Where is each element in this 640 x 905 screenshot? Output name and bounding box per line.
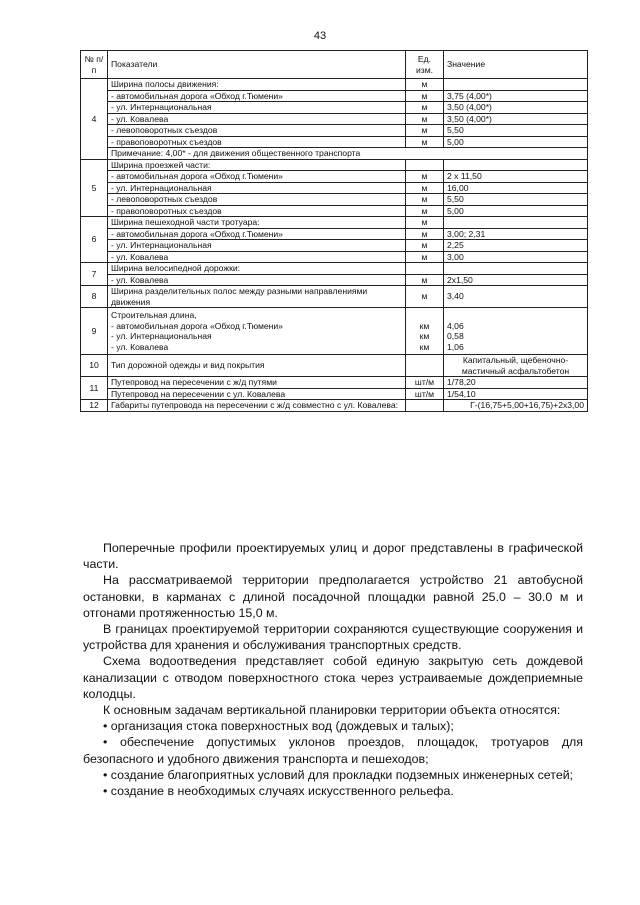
row-value: 2x1,50 xyxy=(444,274,588,286)
table-row xyxy=(81,400,588,412)
row-label: Ширина разделительных полос между разными направлениями движения xyxy=(108,286,406,308)
row-label: - ул. Ковалева xyxy=(108,113,406,125)
row-number: 11 xyxy=(81,377,108,400)
paragraph: Схема водоотведения представляет собой единую закрытую сеть дождевой канализации с отводом поверхностного стока через устраиваемые дождеприемные колодцы. xyxy=(83,654,583,701)
row-unit xyxy=(406,400,444,412)
row-value: 3,00; 2,31 xyxy=(444,228,588,240)
paragraph: В границах проектируемой территории сохраняются существующие сооружения и устройства для хранения и обслуживания транспортных средств. xyxy=(83,622,583,653)
row-label: - автомобильная дорога «Обход г.Тюмени» xyxy=(108,171,406,183)
table-row xyxy=(81,136,588,148)
row-unit: м xyxy=(406,113,444,125)
row-value: 4,06 0,58 1,06 xyxy=(444,308,588,355)
row-unit: м xyxy=(406,90,444,102)
table-row xyxy=(81,377,588,389)
header-unit: Ед. изм. xyxy=(406,51,444,79)
row-value xyxy=(444,217,588,229)
bullet-item: • обеспечение допустимых уклонов проездов, площадок, тротуаров для безопасного и удобного движения транспорта и пешеходов; xyxy=(83,735,583,766)
row-label: - ул. Ковалева xyxy=(108,251,406,263)
row-label: - правоповоротных съездов xyxy=(108,136,406,148)
row-value: 2,25 xyxy=(444,240,588,252)
row-unit: м xyxy=(406,205,444,217)
row-label: Путепровод на пересечении с ул. Ковалева xyxy=(108,388,406,400)
row-number: 6 xyxy=(81,217,108,263)
row-label: Ширина велосипедной дорожки: xyxy=(108,263,406,275)
row-value xyxy=(444,79,588,91)
row-unit: м xyxy=(406,286,444,308)
row-unit: шт/м xyxy=(406,377,444,389)
table-row xyxy=(81,205,588,217)
row-value xyxy=(444,159,588,171)
bullet-item: • создание в необходимых случаях искусственного рельефа. xyxy=(103,784,454,799)
page-number: 43 xyxy=(313,30,327,42)
row-unit: м xyxy=(406,194,444,206)
table-row xyxy=(81,274,588,286)
table-row xyxy=(81,159,588,171)
table-row xyxy=(81,286,588,308)
row-value: 3,50 (4,00*) xyxy=(444,113,588,125)
row-value: 3,75 (4,00*) xyxy=(444,90,588,102)
header-value: Значение xyxy=(444,51,588,79)
row-value: 3,40 xyxy=(444,286,588,308)
row-label: - ул. Интернациональная xyxy=(108,102,406,114)
row-label: - ул. Интернациональная xyxy=(108,240,406,252)
table-row xyxy=(81,102,588,114)
row-label: Габариты путепровода на пересечении с ж/д совместно с ул. Ковалева: xyxy=(108,400,406,412)
paragraph: Поперечные профили проектируемых улиц и дорог представлены в графической части. xyxy=(83,541,583,572)
row-label: - левоповоротных съездов xyxy=(108,125,406,137)
row-unit: м xyxy=(406,171,444,183)
paragraph: На рассматриваемой территории предполагается устройство 21 автобусной остановки, в карманах с длиной посадочной площадки равной 25.0 – 30.0 м и отгонами протяженностью 15,0 м. xyxy=(83,573,583,620)
row-unit xyxy=(406,355,444,377)
row-label: - ул. Ковалева xyxy=(108,274,406,286)
row-label: Ширина проезжей части: xyxy=(108,159,406,171)
row-label: - автомобильная дорога «Обход г.Тюмени» xyxy=(108,90,406,102)
table-row xyxy=(81,194,588,206)
table-row xyxy=(81,263,588,275)
row-value: 5,00 xyxy=(444,136,588,148)
bullet-item: • организация стока поверхностных вод (дождевых и талых); xyxy=(103,719,454,734)
row-value: 3,50 (4,00*) xyxy=(444,102,588,114)
row-unit: м xyxy=(406,251,444,263)
paragraph: К основным задачам вертикальной планировки территории объекта относятся: xyxy=(103,703,561,718)
table-row xyxy=(81,251,588,263)
table-row xyxy=(81,79,588,91)
row-value: 3,00 xyxy=(444,251,588,263)
row-unit: м xyxy=(406,274,444,286)
row-label: Ширина пешеходной части тротуара: xyxy=(108,217,406,229)
row-value: Капитальный, щебеночно-мастичный асфальтобетон xyxy=(444,355,588,377)
header-num: № п/п xyxy=(81,51,108,79)
table-row xyxy=(81,171,588,183)
row-number: 10 xyxy=(81,355,108,377)
row-value: 5,00 xyxy=(444,205,588,217)
table-row xyxy=(81,182,588,194)
row-value: 1/78,20 xyxy=(444,377,588,389)
row-value xyxy=(444,263,588,275)
table-row xyxy=(81,148,588,160)
row-value: 16,00 xyxy=(444,182,588,194)
row-label: - автомобильная дорога «Обход г.Тюмени» xyxy=(108,228,406,240)
table-row xyxy=(81,240,588,252)
row-number: 9 xyxy=(81,308,108,355)
row-unit: м xyxy=(406,240,444,252)
row-number: 12 xyxy=(81,400,108,412)
row-label: Ширина полосы движения: xyxy=(108,79,406,91)
row-number: 4 xyxy=(81,79,108,160)
row-number: 5 xyxy=(81,159,108,217)
row-label: Тип дорожной одежды и вид покрытия xyxy=(108,355,406,377)
table-row xyxy=(81,113,588,125)
row-label: - правоповоротных съездов xyxy=(108,205,406,217)
header-indicator: Показатели xyxy=(108,51,406,79)
row-note: Примечание: 4,00* - для движения общественного транспорта xyxy=(108,148,588,160)
row-number: 7 xyxy=(81,263,108,286)
row-unit: м xyxy=(406,125,444,137)
table-header-row xyxy=(81,51,588,79)
row-label: - ул. Интернациональная xyxy=(108,182,406,194)
body-text xyxy=(83,540,583,799)
row-number: 8 xyxy=(81,286,108,308)
table-row xyxy=(81,308,588,355)
table-row xyxy=(81,217,588,229)
bullet-item: • создание благоприятных условий для прокладки подземных инженерных сетей; xyxy=(103,767,574,782)
row-unit: м xyxy=(406,136,444,148)
row-unit xyxy=(406,263,444,275)
row-unit: м xyxy=(406,217,444,229)
row-unit: м xyxy=(406,102,444,114)
table-body xyxy=(81,79,588,412)
row-unit: м xyxy=(406,228,444,240)
table-row xyxy=(81,228,588,240)
table-row xyxy=(81,125,588,137)
row-unit: м xyxy=(406,79,444,91)
row-unit: шт/м xyxy=(406,388,444,400)
row-label: Путепровод на пересечении с ж/д путями xyxy=(108,377,406,389)
row-value: 5,50 xyxy=(444,125,588,137)
row-unit: км км км xyxy=(406,308,444,355)
row-label: Строительная длина, - автомобильная дорога «Обход г.Тюмени» - ул. Интернациональная - ул. Ковалева xyxy=(108,308,406,355)
table-row xyxy=(81,355,588,377)
row-value: 5,50 xyxy=(444,194,588,206)
row-unit: м xyxy=(406,182,444,194)
row-value: Г-(16,75+5,00+16,75)+2х3,00 xyxy=(444,400,588,412)
row-value: 1/54,10 xyxy=(444,388,588,400)
table-row xyxy=(81,90,588,102)
indicators-table xyxy=(80,50,588,412)
row-value: 2 x 11,50 xyxy=(444,171,588,183)
row-unit xyxy=(406,159,444,171)
table-row xyxy=(81,388,588,400)
row-label: - левоповоротных съездов xyxy=(108,194,406,206)
